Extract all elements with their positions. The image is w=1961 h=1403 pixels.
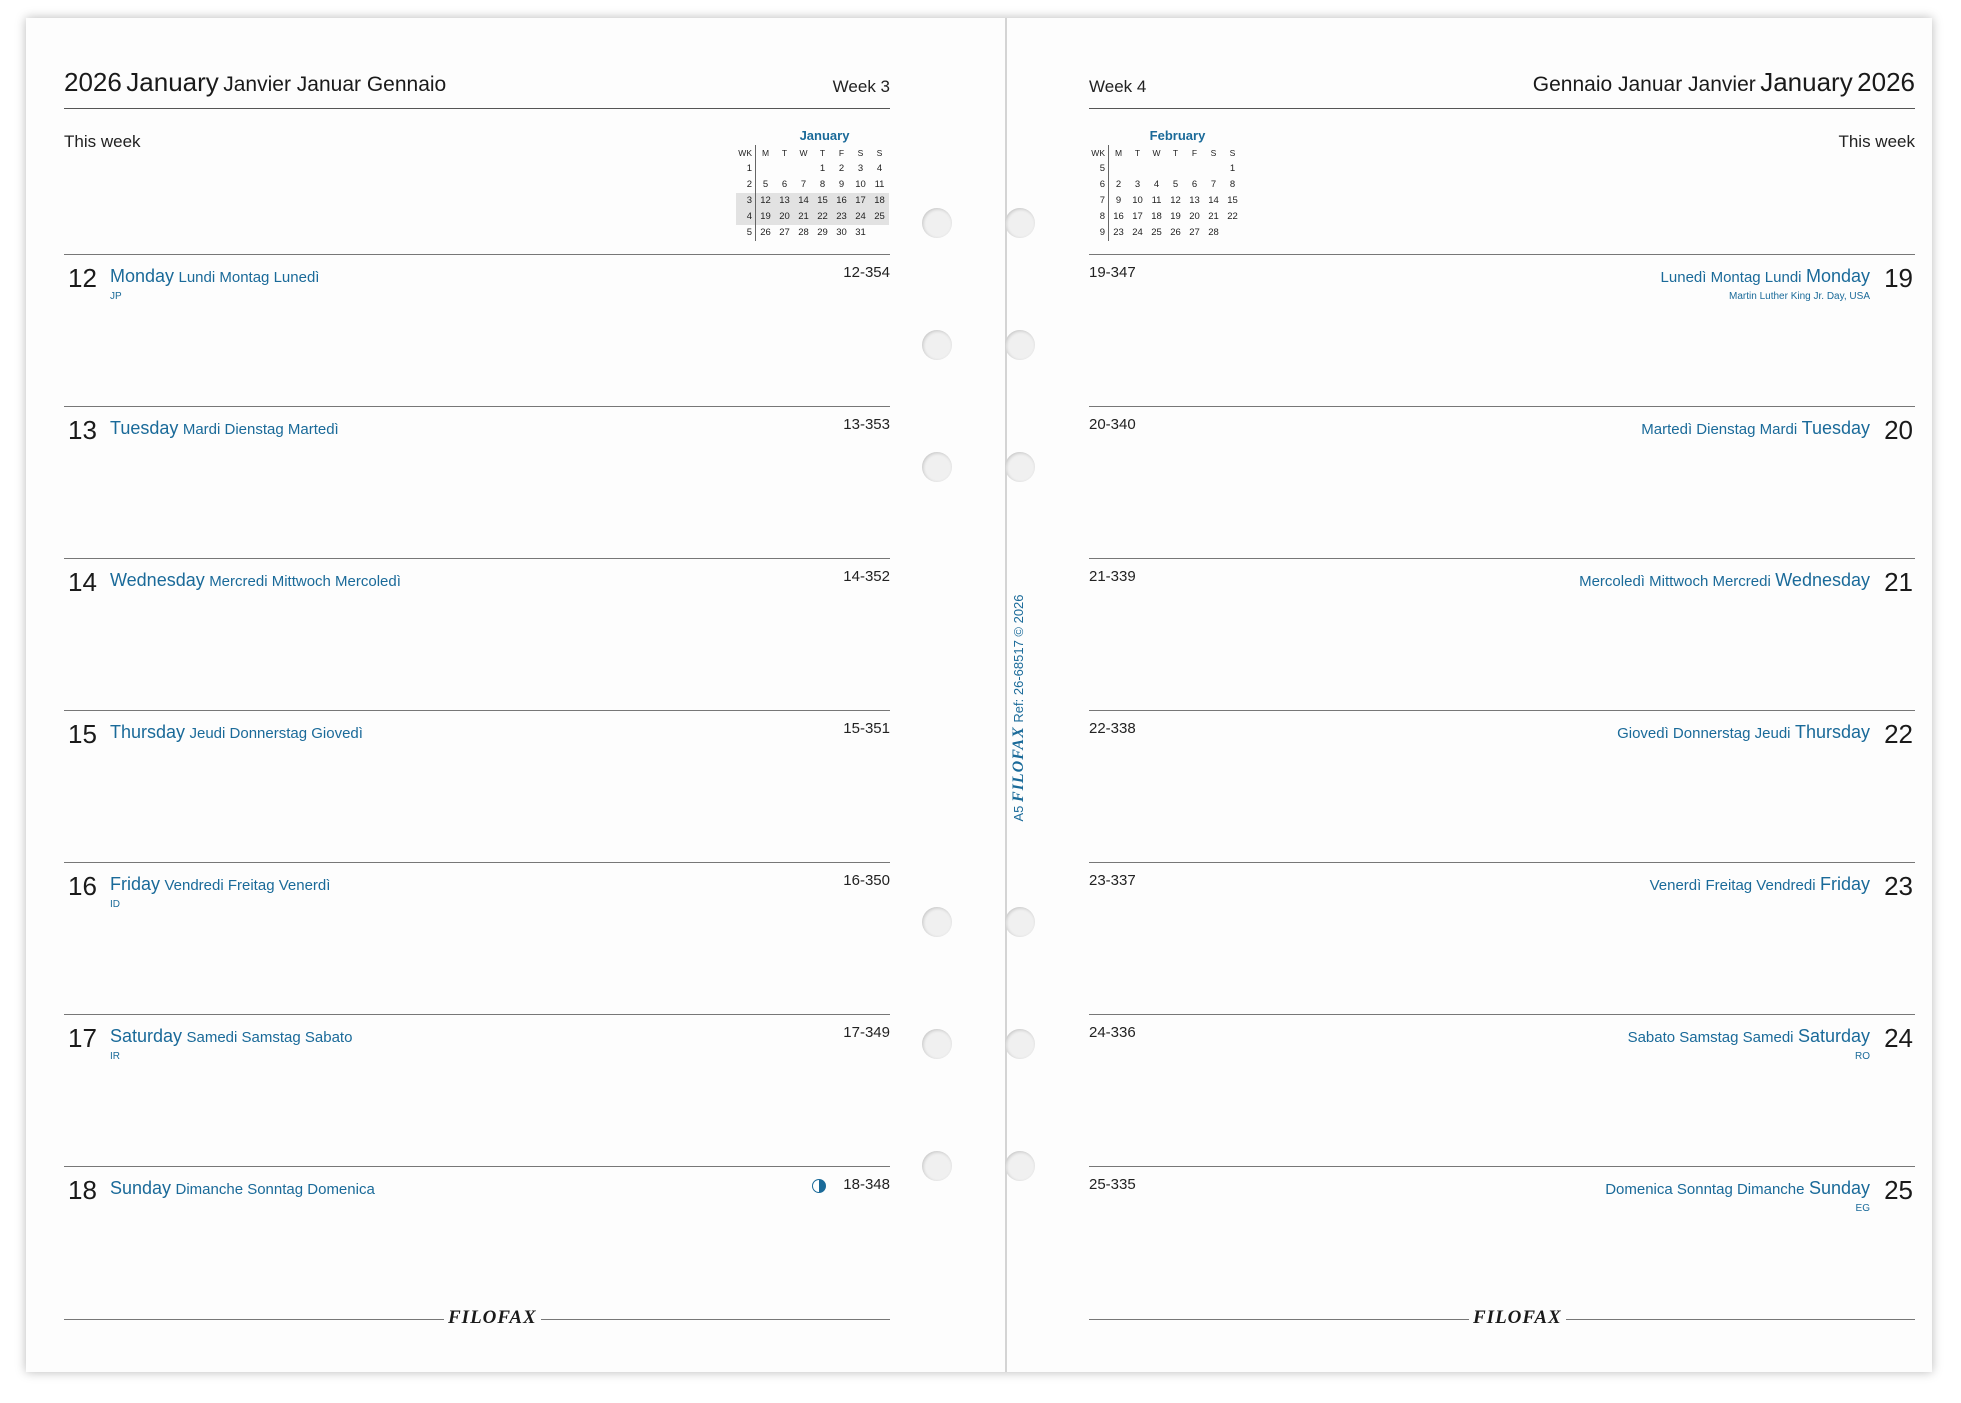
mini-calendar-day [1185,161,1204,177]
mini-calendar-day: 14 [1208,195,1219,206]
mini-calendar-week-number: 4 [736,209,756,225]
mini-calendar-day: 1 [819,163,826,174]
day-name [110,722,363,743]
mini-calendar-weekday-header: F [1191,148,1198,158]
mini-calendar-day: 10 [855,179,866,190]
day-name-primary: Thursday [110,722,186,742]
left-page [26,18,1005,1372]
header-month-langs: Janvier Januar Gennaio [223,73,447,96]
mini-calendar-day: 12 [756,193,775,209]
day-name-translations: Samedi Samstag Sabato [186,1029,353,1046]
day-name [110,418,339,439]
mini-calendar-week-number: 2 [736,177,756,193]
day-name [110,1026,352,1047]
day-count: 19-347 [1089,264,1136,281]
mini-calendar-day: 28 [1208,227,1219,238]
mini-calendar-day: 25 [1151,227,1162,238]
mini-calendar-grid [736,145,891,241]
binder-hole [922,452,952,482]
day-name [110,266,319,287]
mini-calendar-day [1223,225,1242,241]
mini-calendar-day: 24 [1132,227,1143,238]
day-name [1617,722,1870,743]
day-count: 18-348 [843,1176,890,1193]
spine-ref-text: Ref: 26-68517 © 2026 [1011,594,1026,723]
mini-calendar-day: 24 [851,209,870,225]
mini-calendar-day: 20 [775,209,794,225]
holiday-note: EG [1855,1203,1870,1214]
mini-calendar-day: 9 [1115,195,1122,206]
day-name [110,874,330,895]
day-number: 20 [1884,415,1913,445]
mini-calendar-week-number: 8 [1089,209,1109,225]
mini-calendar-day: 1 [1229,163,1236,174]
mini-calendar-day: 29 [817,227,828,238]
day-number: 17 [68,1023,97,1053]
day-row[interactable] [1089,1166,1915,1317]
mini-calendar-january [736,128,891,241]
day-row[interactable] [64,558,890,709]
header-year: 2026 [1857,67,1915,97]
half-moon-icon [812,1179,826,1193]
day-count: 23-337 [1089,872,1136,889]
day-number: 25 [1884,1175,1913,1205]
day-name-translations: Mardi Dienstag Martedì [182,421,339,438]
mini-calendar-weekday-header: W [1152,148,1161,158]
day-row[interactable] [1089,710,1915,861]
day-count: 16-350 [843,872,890,889]
day-name-translations: Lunedì Montag Lundi [1660,269,1802,286]
day-number: 21 [1884,567,1913,597]
day-name-translations: Venerdì Freitag Vendredi [1649,877,1816,894]
mini-calendar-day: 5 [1172,179,1179,190]
binder-hole [1005,330,1035,360]
binder-hole [922,1151,952,1181]
day-name-primary: Sunday [110,1178,172,1198]
mini-calendar-week-number: 7 [1089,193,1109,209]
mini-calendar-week-number: 5 [1089,161,1109,177]
spine-size: A5 [1011,805,1026,822]
mini-calendar-week-number: 3 [736,193,756,209]
spine-reference [1010,594,1028,821]
week-label: Week 3 [832,77,890,96]
day-name-translations: Giovedì Donnerstag Jeudi [1617,725,1791,742]
day-name-primary: Thursday [1794,722,1870,742]
mini-calendar-weekday-header: S [857,148,864,158]
mini-calendar-day: 15 [813,193,832,209]
right-header [1089,58,1915,109]
binder-hole [1005,1151,1035,1181]
mini-calendar-day [870,225,889,241]
mini-calendar-day: 30 [836,227,847,238]
mini-calendar-day: 31 [855,227,866,238]
mini-calendar-weekday-header: S [1210,148,1217,158]
day-row[interactable] [64,862,890,1013]
mini-calendar-weekday-header: S [1229,148,1236,158]
day-row[interactable] [64,710,890,861]
mini-calendar-day [1147,161,1166,177]
mini-calendar-day: 26 [1170,227,1181,238]
day-name-primary: Monday [1805,266,1870,286]
day-name-translations: Martedì Dienstag Mardi [1641,421,1798,438]
mini-calendar-weekday-header: T [781,148,788,158]
right-footer [1089,1307,1915,1328]
mini-calendar-day: 7 [800,179,807,190]
mini-calendar-day: 10 [1132,195,1143,206]
mini-calendar-day: 8 [819,179,826,190]
day-row[interactable] [1089,1014,1915,1165]
day-name [110,570,401,591]
day-name-primary: Friday [1819,874,1870,894]
mini-calendar-day: 21 [1208,211,1219,222]
mini-calendar-grid [1089,145,1244,241]
left-footer [64,1307,890,1328]
binder-hole [1005,907,1035,937]
day-number: 19 [1884,263,1913,293]
mini-calendar-day: 19 [1170,211,1181,222]
day-number: 15 [68,719,97,749]
mini-calendar-day: 13 [1189,195,1200,206]
day-number: 22 [1884,719,1913,749]
day-name-primary: Wednesday [110,570,205,590]
this-week-label: This week [64,132,141,151]
day-name-primary: Friday [110,874,161,894]
mini-calendar-february [1089,128,1244,241]
mini-calendar-day: 23 [832,209,851,225]
header-month: January [126,67,219,97]
mini-calendar-day: 5 [762,179,769,190]
mini-calendar-weekday-header: F [838,148,845,158]
filofax-logo: FILOFAX [1469,1307,1566,1329]
day-name-primary: Saturday [1797,1026,1870,1046]
mini-calendar-day [1128,161,1147,177]
binder-hole [922,330,952,360]
mini-calendar-day: 18 [1151,211,1162,222]
mini-calendar-week-number: 5 [736,225,756,241]
day-number: 18 [68,1175,97,1205]
day-row[interactable] [1089,862,1915,1013]
mini-calendar-day: 17 [1132,211,1143,222]
day-name-translations: Mercoledì Mittwoch Mercredi [1579,573,1771,590]
day-number: 13 [68,415,97,445]
holiday-note: ID [110,899,120,910]
day-name-translations: Vendredi Freitag Venerdì [164,877,331,894]
day-name [1628,1026,1870,1047]
mini-calendar-day [1166,161,1185,177]
day-count: 22-338 [1089,720,1136,737]
mini-calendar-title: February [1149,128,1206,143]
binder-hole [922,1029,952,1059]
filofax-logo: FILOFAX [444,1307,541,1329]
mini-calendar-weekday-header: S [876,148,883,158]
day-name [1650,874,1870,895]
day-name-translations: Domenica Sonntag Dimanche [1605,1181,1805,1198]
day-name-translations: Sabato Samstag Samedi [1627,1029,1794,1046]
day-name [110,1178,375,1199]
day-row[interactable] [1089,254,1915,405]
right-page [1007,18,1932,1372]
week-label: Week 4 [1089,77,1147,96]
mini-calendar-week-number: 6 [1089,177,1109,193]
mini-calendar-day: 18 [870,193,889,209]
day-name-primary: Saturday [110,1026,183,1046]
day-name-translations: Jeudi Donnerstag Giovedì [189,725,363,742]
day-name-primary: Sunday [1808,1178,1870,1198]
left-header [64,58,890,109]
day-count: 12-354 [843,264,890,281]
day-count: 21-339 [1089,568,1136,585]
mini-calendar-week-header: WK [1089,145,1109,161]
mini-calendar-day [756,161,775,177]
mini-calendar-day: 23 [1113,227,1124,238]
left-header-title [64,67,446,98]
day-name [1605,1178,1870,1199]
mini-calendar-day: 4 [1153,179,1160,190]
day-name-primary: Tuesday [110,418,179,438]
mini-calendar-day [1109,161,1128,177]
day-name [1579,570,1870,591]
mini-calendar-day: 19 [756,209,775,225]
mini-calendar-day: 28 [798,227,809,238]
spine-brand: FILOFAX [1010,726,1027,802]
mini-calendar-day: 2 [838,163,845,174]
mini-calendar-day: 8 [1229,179,1236,190]
right-header-title [1533,67,1915,98]
day-count: 17-349 [843,1024,890,1041]
mini-calendar-day: 27 [1189,227,1200,238]
day-name-primary: Tuesday [1801,418,1870,438]
mini-calendar-week-number: 1 [736,161,756,177]
day-name [1661,266,1870,287]
mini-calendar-day: 21 [794,209,813,225]
mini-calendar-weekday-header: T [819,148,826,158]
mini-calendar-day: 9 [838,179,845,190]
header-month: January [1760,67,1853,97]
mini-calendar-day: 13 [775,193,794,209]
holiday-note: Martin Luther King Jr. Day, USA [1729,291,1870,302]
mini-calendar-week-header: WK [736,145,756,161]
mini-calendar-day: 27 [779,227,790,238]
day-name [1641,418,1870,439]
day-name-primary: Wednesday [1775,570,1870,590]
day-row[interactable] [1089,558,1915,709]
mini-calendar-day: 7 [1210,179,1217,190]
mini-calendar-day: 16 [832,193,851,209]
mini-calendar-weekday-header: T [1172,148,1179,158]
mini-calendar-day: 22 [1227,211,1238,222]
mini-calendar-weekday-header: W [799,148,808,158]
day-number: 16 [68,871,97,901]
day-count: 20-340 [1089,416,1136,433]
mini-calendar-day: 3 [1134,179,1141,190]
mini-calendar-title: January [799,128,850,143]
mini-calendar-day: 6 [1191,179,1198,190]
mini-calendar-week-number: 9 [1089,225,1109,241]
mini-calendar-day: 11 [1151,195,1162,206]
mini-calendar-day [1204,161,1223,177]
mini-calendar-day: 16 [1113,211,1124,222]
day-row[interactable] [1089,406,1915,557]
day-row[interactable] [64,406,890,557]
day-count: 15-351 [843,720,890,737]
mini-calendar-day: 14 [794,193,813,209]
day-number: 14 [68,567,97,597]
mini-calendar-day [775,161,794,177]
binder-hole [1005,452,1035,482]
day-name-translations: Lundi Montag Lunedì [178,269,320,286]
day-row[interactable] [64,254,890,405]
this-week-label: This week [1838,132,1915,151]
day-row[interactable] [64,1166,890,1317]
binder-hole [1005,208,1035,238]
day-number: 23 [1884,871,1913,901]
day-count: 24-336 [1089,1024,1136,1041]
holiday-note: IR [110,1051,120,1062]
mini-calendar-day: 2 [1115,179,1122,190]
mini-calendar-day: 25 [870,209,889,225]
mini-calendar-day: 4 [876,163,883,174]
header-month-langs: Gennaio Januar Janvier [1532,73,1756,96]
holiday-note: JP [110,291,122,302]
mini-calendar-day: 11 [874,179,885,190]
day-count: 13-353 [843,416,890,433]
mini-calendar-day: 17 [851,193,870,209]
header-year: 2026 [64,67,122,97]
mini-calendar-day: 3 [857,163,864,174]
binder-hole [1005,1029,1035,1059]
day-count: 14-352 [843,568,890,585]
day-row[interactable] [64,1014,890,1165]
mini-calendar-day: 22 [813,209,832,225]
day-number: 24 [1884,1023,1913,1053]
mini-calendar-day: 6 [781,179,788,190]
holiday-note: RO [1855,1051,1870,1062]
day-count: 25-335 [1089,1176,1136,1193]
day-name-translations: Dimanche Sonntag Domenica [175,1181,375,1198]
mini-calendar-day: 20 [1189,211,1200,222]
day-name-translations: Mercredi Mittwoch Mercoledì [209,573,401,590]
day-name-primary: Monday [110,266,175,286]
mini-calendar-day: 12 [1170,195,1181,206]
mini-calendar-day: 26 [760,227,771,238]
mini-calendar-weekday-header: M [1114,148,1123,158]
binder-hole [922,907,952,937]
mini-calendar-weekday-header: M [761,148,770,158]
diary-spread [26,18,1932,1372]
day-number: 12 [68,263,97,293]
mini-calendar-weekday-header: T [1134,148,1141,158]
mini-calendar-day: 15 [1227,195,1238,206]
binder-hole [922,208,952,238]
mini-calendar-day [794,161,813,177]
